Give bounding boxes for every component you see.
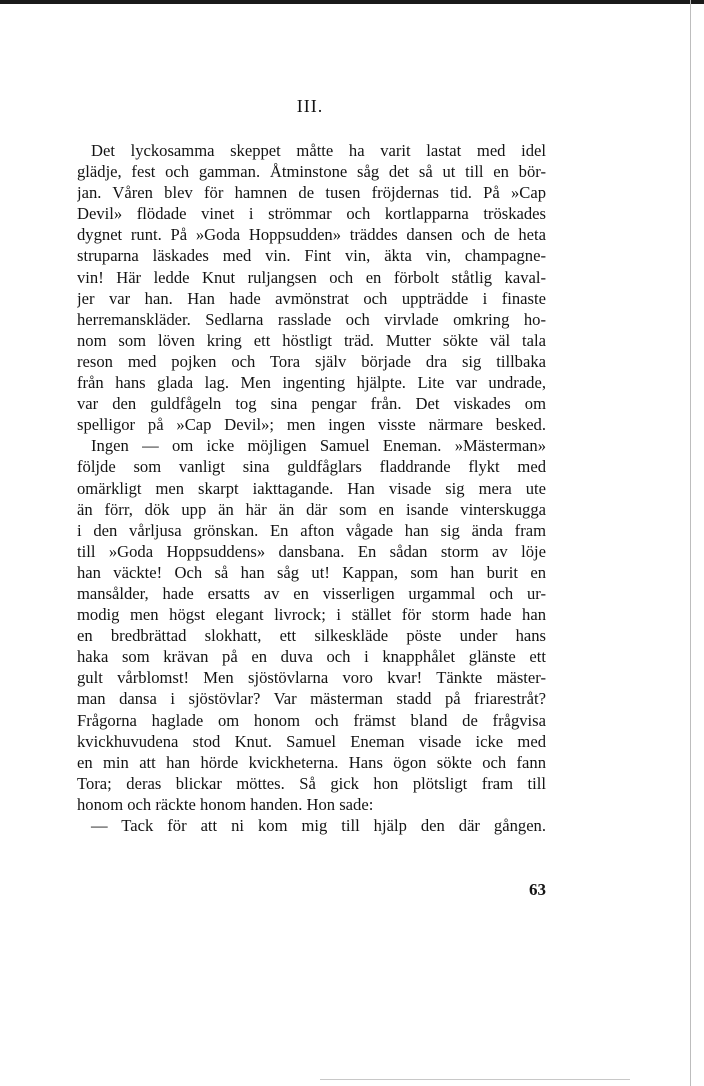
text-line: gult vårblomst! Men sjöstövlarna voro kvar! Tänkte mäster- (77, 668, 546, 688)
scan-bottom-edge (320, 1079, 630, 1080)
text-line: vin! Här ledde Knut ruljangsen och en förbolt ståtlig kaval- (77, 267, 546, 287)
text-line: man dansa i sjöstövlar? Var mästerman stadd på friarestråt? (77, 689, 546, 709)
text-line: reson med pojken och Tora själv började dra sig tillbaka (77, 351, 546, 371)
text-line: — Tack för att ni kom mig till hjälp den där gången. (91, 816, 546, 835)
text-line: en bredbrättad slokhatt, ett silkeskläde pöste under hans (77, 626, 546, 646)
text-line: mansålder, hade ersatts av en visserligen urgammal och ur- (77, 583, 546, 603)
text-line: nom som löven kring ett höstligt träd. Mutter sökte väl tala (77, 330, 546, 350)
chapter-heading: III. (296, 96, 324, 116)
body-text (77, 140, 546, 836)
text-line: i den vårljusa grönskan. En afton vågade han sig ända fram (77, 520, 546, 540)
text-line: haka som krävan på en duva och i knapphålet glänste ett (77, 647, 546, 667)
text-line: spelligor på »Cap Devil»; men ingen visste närmare besked. (77, 415, 546, 435)
text-line: Det lyckosamma skeppet måtte ha varit lastat med idel (91, 141, 546, 160)
text-line: glädje, fest och gamman. Åtminstone såg det så ut till en bör- (77, 162, 546, 182)
text-line: Devil» flödade vinet i strömmar och kortlapparna tröskades (77, 204, 546, 224)
text-line: han väckte! Och så han såg ut! Kappan, som han burit en (77, 562, 546, 582)
text-line: än förr, dök upp än här än där som en isande vinterskugga (77, 499, 546, 519)
text-line: omärkligt men skarpt iakttagande. Han visade sig mera ute (77, 478, 546, 498)
text-line: struparna läskades med vin. Fint vin, äkta vin, champagne- (77, 246, 546, 266)
text-line: jan. Våren blev för hamnen de tusen fröjdernas tid. På »Cap (77, 183, 546, 203)
scan-right-edge (690, 0, 691, 1086)
text-line: jer var han. Han hade avmönstrat och uppträdde i finaste (77, 288, 546, 308)
page-number: 63 (529, 880, 546, 899)
text-line: Frågorna haglade om honom och främst bland de frågvisa (77, 710, 546, 730)
text-line: följde som vanligt sina guldfåglars fladdrande flykt med (77, 457, 546, 477)
text-line: var den guldfågeln tog sina pengar från. Det viskades om (77, 394, 546, 414)
scan-top-edge (0, 0, 704, 4)
text-line: från hans glada lag. Men ingenting hjälpte. Lite var undrade, (77, 373, 546, 393)
text-line: en min att han hörde kvickheterna. Hans ögon sökte och fann (77, 752, 546, 772)
text-line: modig men högst elegant livrock; i stället för storm hade han (77, 605, 546, 625)
text-line: Ingen — om icke möjligen Samuel Eneman. »Mästerman» (91, 436, 546, 456)
text-line: kvickhuvudena stod Knut. Samuel Eneman visade icke med (77, 731, 546, 751)
text-line: dygnet runt. På »Goda Hoppsudden» träddes dansen och de heta (77, 225, 546, 245)
text-line: herremanskläder. Sedlarna rasslade och virvlade omkring ho- (77, 309, 546, 329)
text-line: Tora; deras blickar möttes. Så gick hon plötsligt fram till (77, 773, 546, 793)
text-line: honom och räckte honom handen. Hon sade: (77, 794, 374, 814)
text-line: till »Goda Hoppsuddens» dansbana. En sådan storm av löje (77, 541, 546, 561)
